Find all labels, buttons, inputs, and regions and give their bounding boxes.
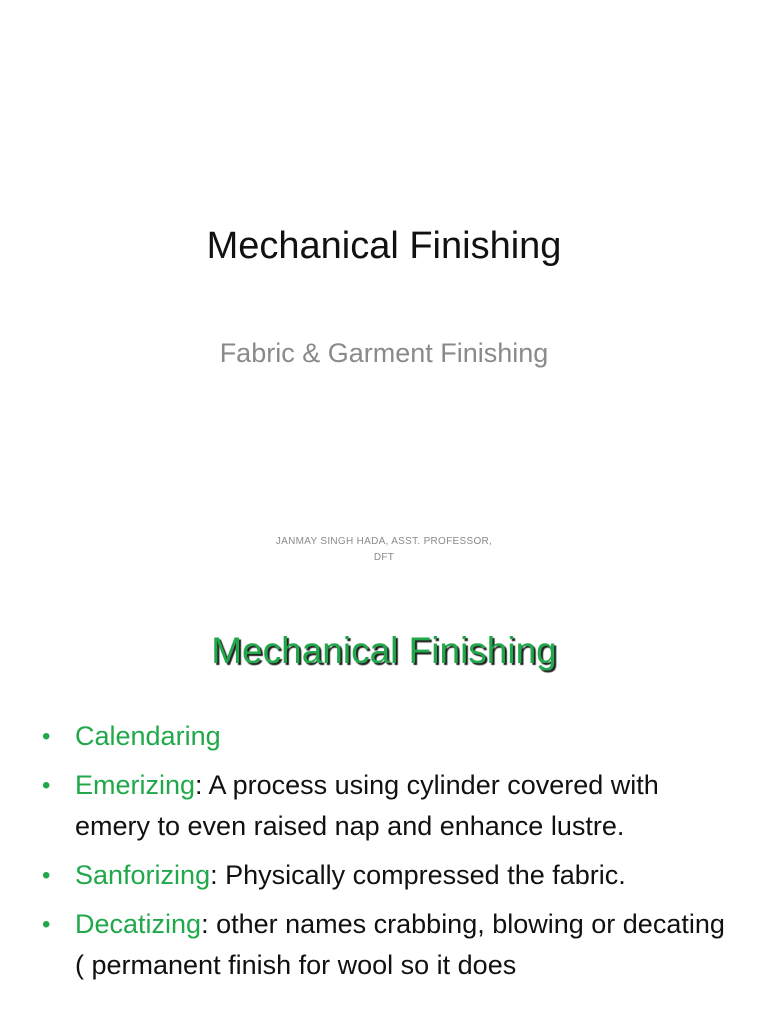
slide-title: Mechanical Finishing [206, 225, 562, 267]
footer-institution-line: DFT [373, 552, 395, 563]
bullet-item-calendaring [40, 716, 730, 757]
footer-author-line: JANMAY SINGH HADA, ASST. PROFESSOR, [275, 536, 493, 547]
bullet-text: : Physically compressed the fabric. [210, 860, 626, 890]
bullet-term: Calendaring [75, 721, 221, 751]
bullet-term: Emerizing [75, 770, 196, 800]
slide-heading: Mechanical Finishing [211, 630, 557, 671]
bullet-dot-icon: • [42, 862, 51, 889]
bullet-item-decatizing [40, 904, 730, 986]
bullet-item-sanforizing [40, 855, 730, 896]
bullet-item-emerizing [40, 765, 730, 847]
bullet-dot-icon: • [42, 911, 51, 938]
bullet-term: Decatizing [75, 909, 202, 939]
bullet-dot-icon: • [42, 723, 51, 750]
slide-footer [268, 534, 500, 566]
bullet-term: Sanforizing [75, 860, 211, 890]
bullet-dot-icon: • [42, 772, 51, 799]
slide-subtitle: Fabric & Garment Finishing [219, 338, 549, 368]
content-slide [0, 584, 768, 1024]
bullet-list [40, 716, 730, 994]
bullet-text: : A process using cylinder covered with emery to even raised nap and enhance lustre. [75, 770, 659, 841]
bullet-text: : other names crabbing, blowing or decating ( permanent finish for wool so it does [75, 909, 725, 980]
